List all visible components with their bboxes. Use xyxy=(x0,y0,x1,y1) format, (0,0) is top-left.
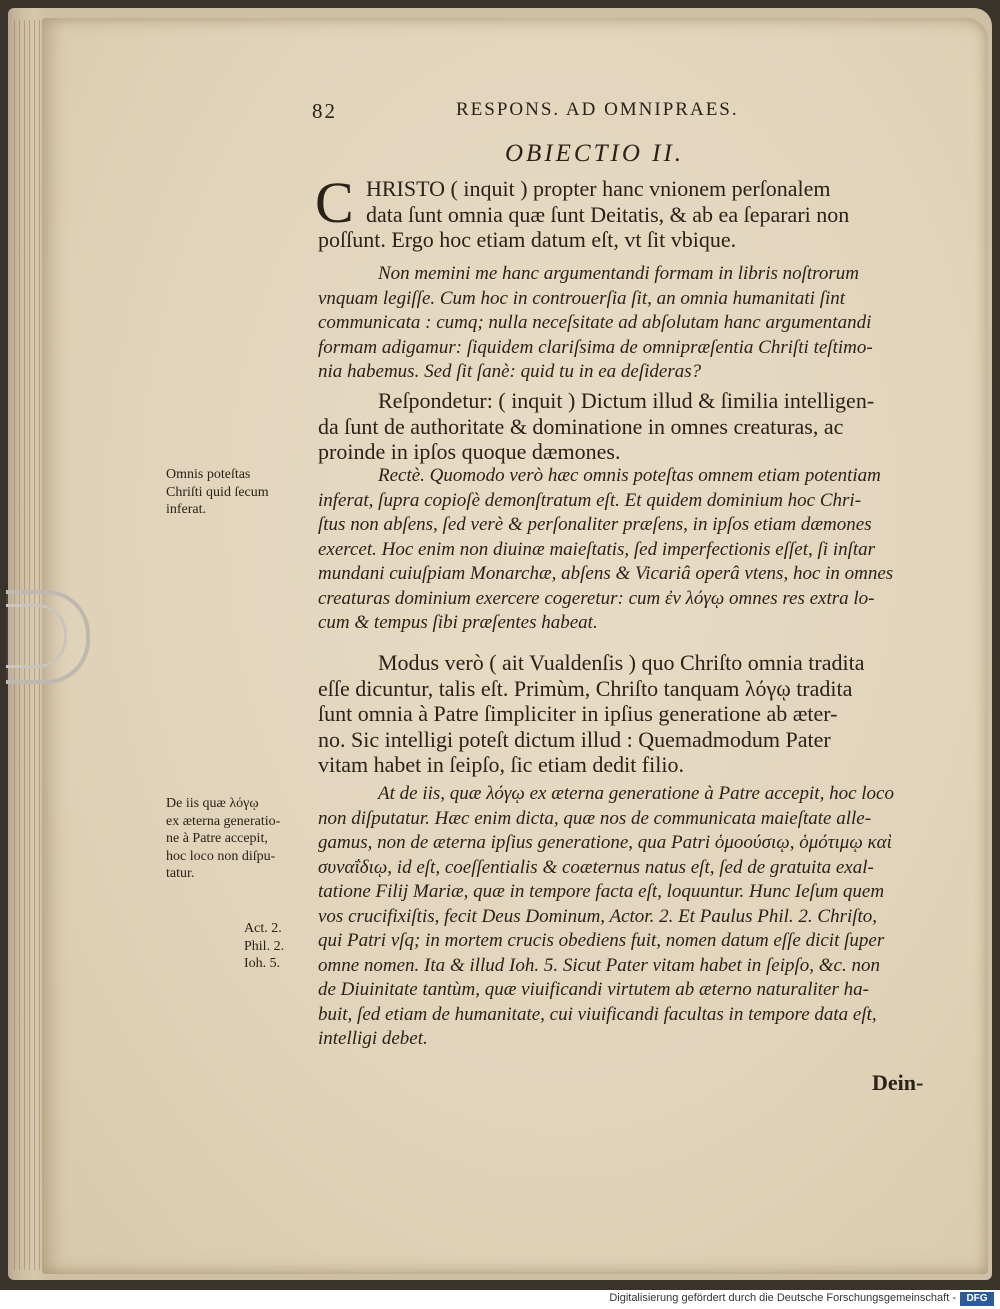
text-line: ſunt omnia à Patre ſimpliciter in ipſius generatione ab æter- xyxy=(318,701,838,726)
text-line: HRISTO ( inquit ) propter hanc vnionem perſonalem xyxy=(366,176,831,201)
drop-capital: C xyxy=(315,170,354,235)
paragraph-recte xyxy=(318,464,938,636)
text-line: no. Sic intelligi poteſt dictum illud : Quemadmodum Pater xyxy=(318,726,831,752)
text-line: Rectè. Quomodo verò hæc omnis poteſtas omnem etiam potentiam xyxy=(378,465,881,486)
text-line: de Diuinitate tantùm, quæ viuificandi virtutem ab æterno naturaliter ha- xyxy=(318,979,869,1000)
text-line: poſſunt. Ergo hoc etiam datum eſt, vt ſit vbique. xyxy=(318,227,737,252)
margin-note-line: De iis quæ λόγῳ xyxy=(166,796,259,811)
margin-note-potestas xyxy=(166,466,316,519)
text-line: intelligi debet. xyxy=(318,1028,428,1049)
text-line: συναΐδιῳ, id eſt, coeſſentialis & coæternus natus eſt, ſed de gratuita exal- xyxy=(318,856,874,878)
text-line: proinde in ipſos quoque dæmones. xyxy=(318,439,621,464)
text-line: mundani cuiuſpiam Monarchæ, abſens & Vicariâ operâ vtens, hoc in omnes xyxy=(318,563,894,584)
margin-note-line: hoc loco non diſpu- xyxy=(166,848,276,864)
text-line: formam adigamur: ſiquidem clariſsima de omnipræſentia Chriſti teſtimo- xyxy=(318,336,873,358)
section-heading: OBIECTIO II. xyxy=(505,140,685,167)
margin-note-line: Phil. 2. xyxy=(244,938,285,954)
paragraph-respondetur xyxy=(318,388,938,465)
catchword: Dein- xyxy=(872,1070,924,1095)
text-line: da ſunt de authoritate & dominatione in omnes creaturas, ac xyxy=(318,413,844,439)
text-line: vitam habet in ſeipſo, ſic etiam dedit filio. xyxy=(318,752,684,777)
footer-credit: Digitalisierung gefördert durch die Deutsche Forschungsgemeinschaft - xyxy=(609,1292,956,1304)
margin-note-de-iis xyxy=(166,795,316,883)
margin-note-line: tatur. xyxy=(166,866,195,881)
text-line: data ſunt omnia quæ ſunt Deitatis, & ab ea ſeparari non xyxy=(366,201,850,227)
text-line: inferat, ſupra copioſè demonſtratum eſt. Et quidem dominium hoc Chri- xyxy=(318,489,862,511)
text-line: cum & tempus ſibi præſentes habeat. xyxy=(318,612,598,633)
text-line: qui Patri vſq; in mortem crucis obediens fuit, nomen datum eſſe dicit ſuper xyxy=(318,930,885,951)
text-line: creaturas dominium exercere cogeretur: cum ἐν λόγῳ omnes res extra lo- xyxy=(318,587,875,609)
paragraph-modus xyxy=(318,650,938,778)
margin-note-line: Chriſti quid ſecum xyxy=(166,484,269,500)
text-line: non diſputatur. Hæc enim dicta, quæ nos de communicata maieſtate alle- xyxy=(318,807,872,829)
text-line: Non memini me hanc argumentandi formam in libris noſtrorum xyxy=(378,263,859,284)
text-line: ſtus non abſens, ſed verè & perſonaliter præſens, in ipſos etiam dæmones xyxy=(318,514,872,535)
page-number: 82 xyxy=(312,99,337,123)
text-line: Modus verò ( ait Vualdenſis ) quo Chriſto omnia tradita xyxy=(378,650,865,675)
text-line: exercet. Hoc enim non diuinæ maieſtatis, ſed imperfectionis eſſet, ſi inſtar xyxy=(318,538,876,560)
text-line: communicata : cumq; nulla neceſsitate ad abſolutam hanc argumentandi xyxy=(318,312,872,333)
dfg-logo: DFG xyxy=(960,1292,994,1306)
running-title: RESPONS. AD OMNIPRAES. xyxy=(456,99,739,120)
margin-note-line: inferat. xyxy=(166,502,207,517)
text-line: omne nomen. Ita & illud Ioh. 5. Sicut Pater vitam habet in ſeipſo, &c. non xyxy=(318,954,880,976)
text-line: Reſpondetur: ( inquit ) Dictum illud & ſimilia intelligen- xyxy=(378,388,875,413)
text-line: vnquam legiſſe. Cum hoc in controuerſia ſit, an omnia humanitati ſint xyxy=(318,287,846,309)
margin-note-references xyxy=(244,920,314,973)
margin-note-line: ne à Patre accepit, xyxy=(166,831,268,846)
text-line: At de iis, quæ λόγῳ ex æterna generatione à Patre accepit, hoc loco xyxy=(378,783,894,804)
paragraph-at-de-iis xyxy=(318,782,938,1052)
text-line: gamus, non de æterna ipſius generatione, qua Patri ὁμοούσιῳ, ὁμότιμῳ καὶ xyxy=(318,832,892,853)
paragraph-objection xyxy=(318,176,938,253)
margin-note-line: Ioh. 5. xyxy=(244,956,281,971)
margin-note-line: ex æterna generatio- xyxy=(166,813,281,829)
footer-bar xyxy=(0,1290,1000,1309)
text-line: nia habemus. Sed ſit ſanè: quid tu in ea deſideras? xyxy=(318,361,702,382)
margin-note-line: Omnis poteſtas xyxy=(166,467,251,482)
text-line: tatione Filij Mariæ, quæ in tempore facta eſt, loquuntur. Hunc Ieſum quem xyxy=(318,881,885,902)
text-line: eſſe dicuntur, talis eſt. Primùm, Chriſto tanquam λόγῳ tradita xyxy=(318,675,853,701)
text-line: buit, ſed etiam de humanitate, cui viuificandi facultas in tempore data eſt, xyxy=(318,1003,877,1025)
paper-clip-inner xyxy=(6,604,67,668)
margin-note-line: Act. 2. xyxy=(244,921,282,936)
text-line: vos crucifixiſtis, fecit Deus Dominum, Actor. 2. Et Paulus Phil. 2. Chriſto, xyxy=(318,905,878,927)
paragraph-reply-1 xyxy=(318,262,938,385)
